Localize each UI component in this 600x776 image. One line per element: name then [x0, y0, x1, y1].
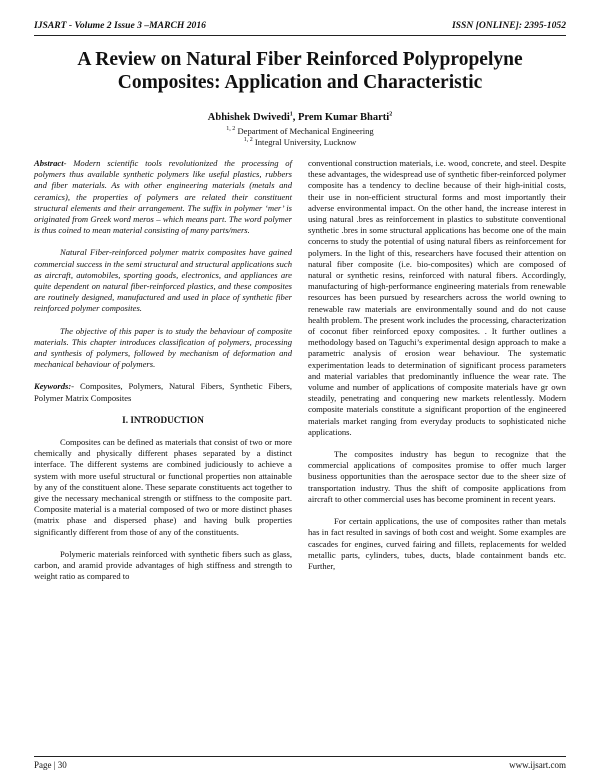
keywords-text: Composites, Polymers, Natural Fibers, Synthetic Fibers, Polymer Matrix Composites: [34, 381, 292, 403]
header-rule: [34, 35, 566, 36]
right-column: [308, 158, 566, 572]
section-heading-introduction: I. INTRODUCTION: [122, 414, 204, 425]
body-paragraph-3: For certain applications, the use of composites rather than metals has in fact resulted in savings of both cost and weight. Some examples are cascades for engines, curved fairing and fillets, replacements for welded metallic parts, cylinders, tubes, ducts, blade containment bands etc. Further,: [308, 516, 566, 571]
keywords: [34, 381, 292, 403]
page-number: Page | 30: [34, 760, 67, 770]
intro-paragraph-2: Polymeric materials reinforced with synthetic fibers such as glass, carbon, and aramid provide advantages of high stiffness and strength to weight ratio as compared to: [34, 548, 292, 582]
affiliation-text: Integral University, Lucknow: [252, 137, 357, 147]
running-header: [34, 20, 566, 34]
author-list: [34, 112, 566, 123]
abstract-paragraph-3: The objective of this paper is to study the behaviour of composite materials. This chapter introduces classification of polymers, processing and synthesis of polymers, followed by mechanism of deformation and mechanical behaviour of polymers.: [34, 325, 292, 370]
issn-info: ISSN [ONLINE]: 2395-1052: [451, 20, 566, 31]
abstract-label: Abstract-: [34, 158, 67, 168]
affiliation-department: [34, 126, 566, 136]
affiliation-sup: 1, 2: [226, 126, 236, 133]
abstract-text: Modern scientific tools revolutionized the processing of polymers thus available synthetic polymers like useful plastics, rubbers and fiber materials. As with other engineering materials (metals and ceramics), the properties of polymers are related their constituent structural elements and their arrangement. The suffix in polymer ‘mer’ is originated from Greek word meros – which means part. The word polymer is thus coined to mean material consisting of many parts/mers.: [34, 158, 292, 236]
title-line-1: A Review on Natural Fiber Reinforced Polypropelyne: [77, 49, 523, 70]
title-line-2: Composites: Application and Characteristic: [117, 72, 483, 93]
author-2: Prem Kumar Bharti: [298, 112, 390, 123]
author-separator: ,: [292, 112, 299, 123]
author-2-sup: 2: [389, 111, 393, 118]
affiliation-university: [34, 137, 566, 147]
intro-paragraph-1: Composites can be defined as materials that consist of two or more chemically and physically different phases separated by a distinct interface. The different systems are combined judiciously to achieve a system with more useful structural or functional properties non attainable by any of the constituent alone. These separate constituents act together to give the necessary mechanical strength or stiffness to the composite part. Composite material is a material composed of two or more distinct phases (matrix phase and dispersed phase) and having bulk properties significantly different from those of any of the constituents.: [34, 437, 292, 537]
footer-rule: [34, 756, 566, 757]
journal-url: www.ijsart.com: [509, 760, 566, 770]
body-paragraph-2: The composites industry has begun to recognize that the commercial applications of composites promise to offer much larger business opportunities than the aerospace sector due to the sheer size of transportation industry. Thus the shift of composite applications from aircraft to other commercial uses has become prominent in recent years.: [308, 449, 566, 504]
page-footer: [34, 760, 566, 772]
abstract-paragraph-2: Natural Fiber-reinforced polymer matrix composites have gained commercial success in the semi structural and structural applications such as aircraft, automobiles, sporting goods, electronics, and appliances are quite dependent on natural fiber-reinforced plastics, and these composites are routinely designed, manufactured and used in place of synthetic fiber reinforced polymer composites.: [34, 247, 292, 314]
author-1: Abhishek Dwivedi: [207, 112, 290, 123]
body-paragraph-1: conventional construction materials, i.e. wood, concrete, and steel. Despite these advantages, the widespread use of synthetic fiber-reinforced polymer composite has a tendency to decline because of their high-initial costs, their use in non-efficient structural forms and most importantly their adverse environmental impact. On the other hand, the increase interest in using natural .bres as reinforcement in plastics to substitute conventional synthetic .bres in some structural applications has become one of the main concerns to study the potential of using natural fibers as reinforcement for polymers. In the light of this, researchers have focused their attention on natural fiber composite (i.e. bio-composites) which are composed of natural or synthetic resins, reinforced with natural fibers. Accordingly, manufacturing of high-performance engineering materials from renewable resources has been pursued by researchers across the world owning to renewable raw materials are environmentally sound and do not cause health problem. The present work includes the processing, characterization of coconut fiber reinforced epoxy composites. . It further outlines a methodology based on Taguchi’s experimental design approach to make a parametric analysis of erosion wear behaviour. The systematic experimentation leads to determination of significant process parameters and material variables that predominantly influence the wear rate. The volume and number of applications of composite materials have gr own steadily, penetrating and conquering new markets relentlessly. Modern composite materials constitute a significant proportion of the engineered materials market ranging from everyday products to sophisticated niche applications.: [308, 158, 566, 437]
abstract-paragraph-1: [34, 158, 292, 236]
journal-info: IJSART - Volume 2 Issue 3 –MARCH 2016: [34, 20, 206, 31]
affiliation-text: Department of Mechanical Engineering: [235, 126, 374, 136]
left-column: [34, 158, 292, 583]
paper-title: [34, 48, 566, 94]
keywords-label: Keywords:-: [34, 381, 75, 392]
affiliation-sup: 1, 2: [243, 137, 253, 144]
author-1-sup: 1: [289, 111, 293, 118]
